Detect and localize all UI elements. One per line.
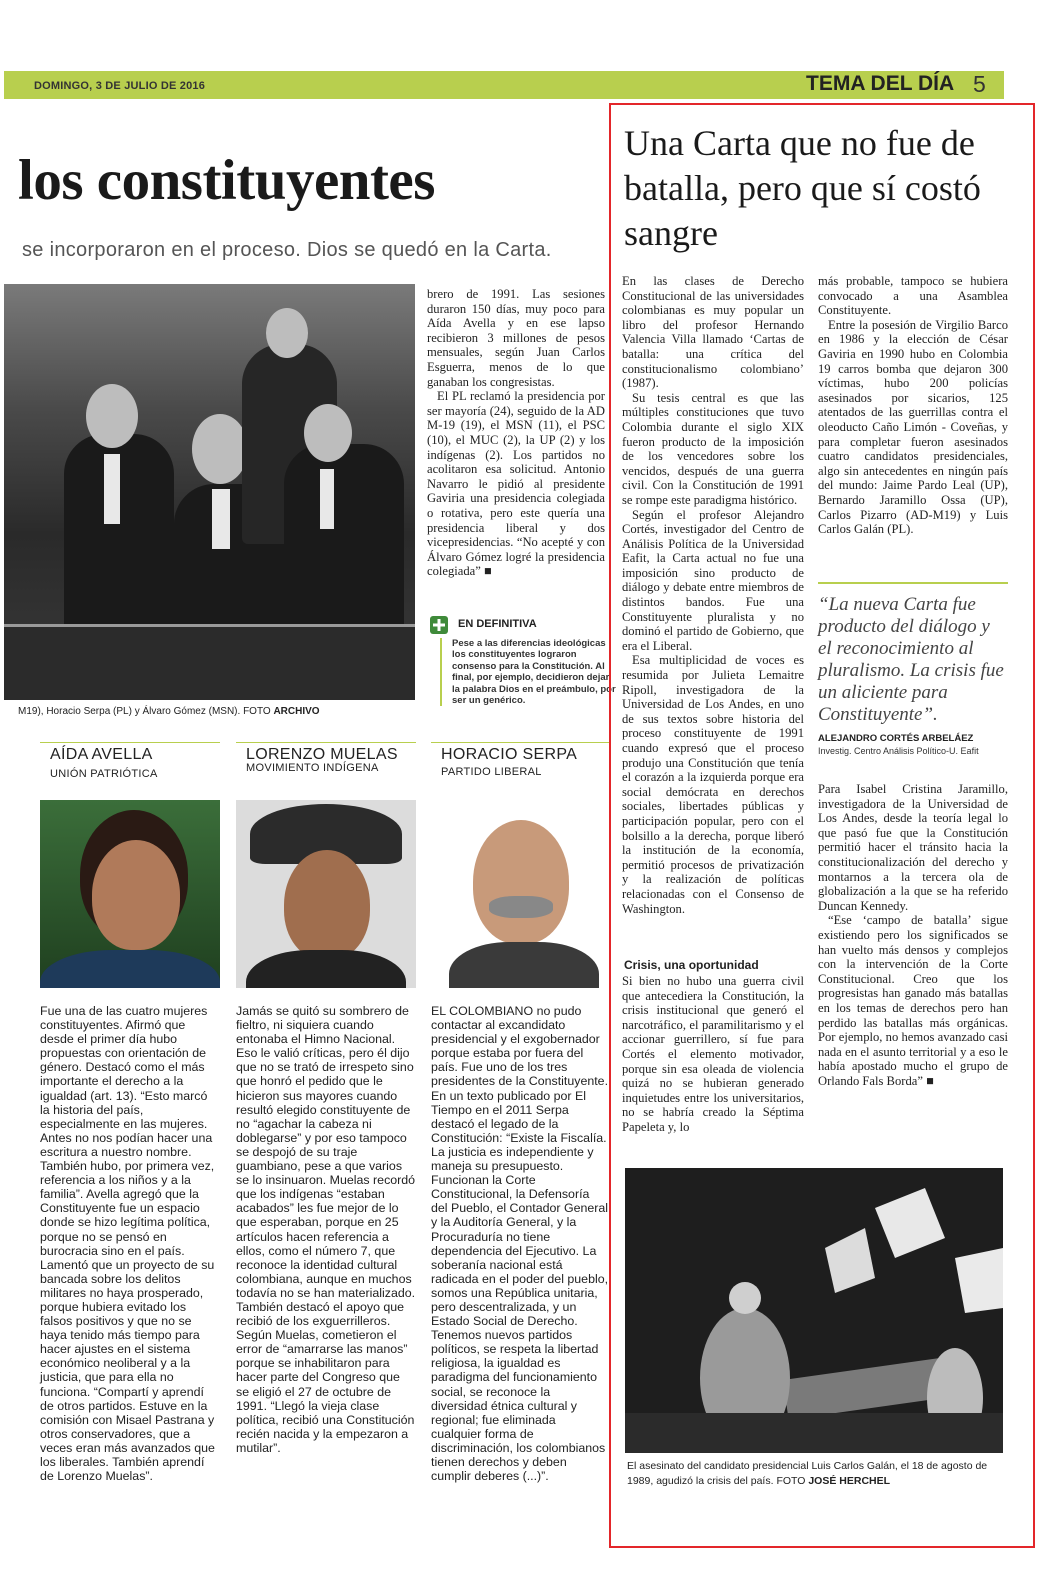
- profile-name: LORENZO MUELAS: [246, 746, 398, 763]
- photo-face: [86, 384, 138, 448]
- profile-rule: [40, 742, 220, 743]
- brief-column: [427, 287, 605, 579]
- photo-face: [192, 414, 248, 484]
- photo-face: [266, 308, 308, 358]
- article-column-1: [622, 274, 804, 916]
- header-section: TEMA DEL DÍA: [806, 72, 955, 95]
- photo-railing: [4, 624, 415, 700]
- profile-text: Jamás se quitó su sombrero de fieltro, ni siquiera cuando entonaba el Himno Nacional. Eso le valió críticas, pero él dijo que no se trató de irrespeto sino que honró el pedido que le hicieron sus mayores cuando resultó elegido constituyente de no “agachar la cabeza ni doblegarse” y por eso tampoco se despojó de su traje guambiano, pese a que varios se lo insinuaron. Muelas recordó que los indígenas “estaban acabados” les fue mejor de lo que esperaban, porque en 25 artículos hacen referencia a ellos, como el número 7, que reconoce la identidad cultural colombiana, aunque en muchos todavía no se han materializado. También destacó el apoyo que recibió de los exguerrilleros. Según Muelas, cometieron el error de “amarrarse las manos” porque se inhabilitaron para hacer parte del Congreso que se eligió el 27 de octubre de 1991. “Llegó la vieja clase política, recibió una Constitución recién nacida y la empezaron a mutilar”.: [236, 1004, 416, 1455]
- article-paragraph: Su tesis central es que las múltiples constituciones que tuvo Colombia durante el siglo XIX fueron producto de la imposición de los vencedores sobre los vencidos, después de una guerra civil. Con la Constitución de 1991 se rompe este paradigma histórico.: [622, 390, 804, 507]
- article-column-1b: [622, 974, 804, 1135]
- quote-rule: [818, 582, 1008, 584]
- portrait-clothing: [40, 950, 220, 988]
- profile-rule: [236, 742, 416, 743]
- photo-shirt: [104, 454, 120, 524]
- article-paragraph: Para Isabel Cristina Jaramillo, investigadora de la Universidad de Los Andes, desde la teoría legal lo que pasó fue que la Constitución permitió hacer el tránsito hacia la constitucionalización del derecho y montarnos a la tercera ola de globalización a la que se ha referido Duncan Kennedy.: [818, 782, 1008, 913]
- article-paragraph: Si bien no hubo una guerra civil que antecediera la Constitución, la crisis institucional que generó el narcotráfico, el paramilitarismo y el accionar guerrillero, sí fue para Cortés el elemento motivador, porque sin esa oleada de violencia quizá no se hubieran generado inquietudes entre los universitarios, no se habría creado la Séptima Papeleta y, lo: [622, 974, 804, 1134]
- profile-text: EL COLOMBIANO no pudo contactar al excandidato presidencial y el exgobernador porque estaba por fuera del país. Fue uno de los tres presidentes de la Constituyente. En un texto publicado por El Tiempo en el 2011 Serpa destacó el legado de la Constitución: “Existe la Fiscalía. La justicia es independiente y maneja su presupuesto. Funcionan la Corte Constitucional, la Defensoría del Pueblo, el Contador General y la Auditoría General, y la Procuraduría no tiene dependencia del Ejecutivo. La soberanía nacional está radicada en el poder del pueblo, somos una República unitaria, pero descentralizada, y un Estado Social de Derecho. Tenemos nuevos partidos políticos, se respeta la libertad religiosa, la igualdad es paradigma del funcionamiento social, se reconoce la diversidad étnica cultural y regional; fue eliminada cualquier forma de discriminación, los colombianos tienen derechos y deben cumplir deberes (...)”.: [431, 1004, 609, 1484]
- profile-name: AÍDA AVELLA: [50, 746, 153, 763]
- article-photo-scene: [625, 1168, 1003, 1453]
- caption-credit: JOSÉ HERCHEL: [808, 1475, 891, 1487]
- quote-author-description: Investig. Centro Análisis Político-U. Eafit: [818, 746, 979, 756]
- article-paragraph: Según el profesor Alejandro Cortés, investigador del Centro de Análisis Política de la Universidad Eafit, la Carta actual no fue una imposición sino producto de diálogo y debate entre miembros de distintos bandos. Fue una Constituyente pluralista y no dominó el partido de Gobierno, que era el Liberal.: [622, 507, 804, 653]
- caption-credit-label: FOTO: [776, 1475, 806, 1487]
- article-paragraph: En las clases de Derecho Constitucional de las universidades colombianas es muy popular un libro del profesor Hernando Valencia Villa llamado ‘Cartas de batalla: una crítica del constitucionalismo colombiano’ (1987).: [622, 274, 804, 391]
- quote-author: ALEJANDRO CORTÉS ARBELÁEZ: [818, 733, 974, 744]
- portrait-face: [92, 840, 180, 950]
- portrait-face: [473, 820, 569, 944]
- profile-party: PARTIDO LIBERAL: [441, 766, 542, 778]
- article-column-2b: [818, 782, 1008, 1088]
- en-definitiva-text: Pese a las diferencias ideológicas los constituyentes lograron consenso para la Constitución. Al final, por ejemplo, decidieron dejar la palabra Dios en el preámbulo, por ser un genérico.: [440, 638, 617, 706]
- main-photo: [4, 284, 415, 700]
- article-photo-caption: [627, 1459, 1003, 1489]
- portrait-face: [284, 850, 370, 960]
- brief-paragraph: brero de 1991. Las sesiones duraron 150 días, muy poco para Aída Avella y en ese lapso recibieron 3 millones de pesos mensuales, según Juan Carlos Esguerra, menos de lo que ganaban los congresistas.: [427, 287, 605, 389]
- article-paragraph: Esa multiplicidad de voces es resumida por Julieta Lemaitre Ripoll, investigadora de la Universidad de Los Andes, en uno de sus textos sobre historia del proceso constituyente de 1991 cuando expresó que el proceso produjo una Constitución que tenía el corazón a la izquierda porque era social demócrata en derechos sociales, libertades públicas y participación popular, pero con el bolsillo a la derecha, porque liberó la institución de la economía, permitió procesos de privatización y la realización de políticas relacionadas con el Consenso de Washington.: [622, 653, 804, 916]
- header-date: DOMINGO, 3 DE JULIO DE 2016: [34, 80, 206, 92]
- headline: los constituyentes: [18, 149, 435, 212]
- portrait-lorenzo-muelas: [236, 800, 416, 988]
- article-column-2: [818, 274, 1008, 537]
- article-paragraph: Entre la posesión de Virgilio Barco en 1986 y la elección de César Gaviria en 1990 hubo en Colombia 19 carros bomba que dejaron 300 víctimas, hubo 200 policías asesinados por sicarios, 125 atentados de las guerrillas contra el oleoducto Caño Limón - Coveñas, y para completar fueron asesinados cuatro candidatos presidenciales, algo sin antecedentes en ningún país del mundo: Jaime Pardo Leal (UP), Bernardo Jaramillo Ossa (UP), Carlos Pizarro (AD-M19) y Luis Carlos Galán (PL).: [818, 317, 1008, 537]
- portrait-horacio-serpa: [431, 800, 611, 988]
- article-paragraph: más probable, tampoco se hubiera convocado a una Asamblea Constituyente.: [818, 274, 1008, 318]
- caption-credit-label: FOTO: [243, 706, 271, 717]
- article-paragraph: “Ese ‘campo de batalla’ sigue existiendo pero los significados se han vuelto más densos y complejos con la intervención de la Corte Constitucional. Creo que los progresistas han ganado más batallas en los temas de derechos pero han perdido las batallas más orgánicas. Por ejemplo, no hemos avanzado casi nada en el asunto territorial y a eso le había apostado mucho el grupo de Orlando Fals Borda” ■: [818, 913, 1008, 1088]
- subhead: se incorporaron en el proceso. Dios se quedó en la Carta.: [22, 239, 552, 261]
- portrait-clothing: [449, 942, 599, 988]
- portrait-aida-avella: [40, 800, 220, 988]
- profile-party: MOVIMIENTO INDÍGENA: [246, 762, 379, 774]
- article-photo: [625, 1168, 1003, 1453]
- profile-party: UNIÓN PATRIÓTICA: [50, 768, 158, 780]
- pull-quote: “La nueva Carta fue producto del diálogo y el reconocimiento al pluralismo. La crisis fue un aliciente para Constituyente”.: [818, 594, 1004, 725]
- caption-text: M19), Horacio Serpa (PL) y Álvaro Gómez (MSN).: [18, 706, 241, 717]
- main-photo-caption: [18, 706, 320, 717]
- profile-rule: [431, 742, 611, 743]
- photo-shirt: [212, 489, 230, 549]
- caption-text: El asesinato del candidato presidencial Luis Carlos Galán, el 18 de agosto de 1989, agudizó la crisis del país.: [627, 1460, 988, 1487]
- article-subheading: Crisis, una oportunidad: [624, 958, 759, 972]
- photo-shirt: [320, 469, 334, 529]
- brief-paragraph: El PL reclamó la presidencia por ser mayoría (24), seguido de la AD M-19 (19), el MSN (11), el PSC (10), el MUC (2), la UP (2) y los indígenas (2). Los partidos no acolitaron esa solicitud. Antonio Navarro le pidió al presidente Gaviria una presidencia colegiada o rotativa, pero este quería una presidencia liberal y dos vicepresidencias. “No acepté y con Álvaro Gómez logré la presidencia colegiada” ■: [427, 389, 605, 579]
- en-definitiva-icon: [430, 616, 448, 634]
- article-title: Una Carta que no fue de batalla, pero que sí costó sangre: [624, 123, 981, 253]
- profile-text: Fue una de las cuatro mujeres constituyentes. Afirmó que desde el primer día hubo propuestas con orientación de género. Destacó como el más importante el derecho a la igualdad (art. 13). “Esto marcó la historia del país, especialmente en las mujeres. Antes no nos podían hacer una escritura a nuestro nombre. También hubo, por primera vez, referencia a los niños y a la familia”. Avella agregó que la Constituyente fue un espacio donde se hizo legítima política, porque no se pensó en burocracia sino en el país. Lamentó que un proyecto de su bancada sobre los delitos militares no haya prosperado, porque hubiera evitado los falsos positivos y que no se haya tenido más tiempo para hacer ajustes en el sistema económico neoliberal y a la justicia, que para ella no funciona. “Compartí y aprendí de otros partidos. Estuve en la comisión con Misael Pastrana y otros conservadores, que a veces eran más avanzados que los liberales. También aprendí de Lorenzo Muelas”.: [40, 1004, 215, 1484]
- profile-name: HORACIO SERPA: [441, 746, 578, 763]
- en-definitiva-title: EN DEFINITIVA: [458, 618, 537, 630]
- portrait-mustache: [489, 896, 553, 918]
- portrait-clothing: [246, 950, 406, 988]
- photo-face: [304, 404, 352, 462]
- page-number: 5: [973, 71, 986, 97]
- caption-credit: ARCHIVO: [273, 706, 320, 717]
